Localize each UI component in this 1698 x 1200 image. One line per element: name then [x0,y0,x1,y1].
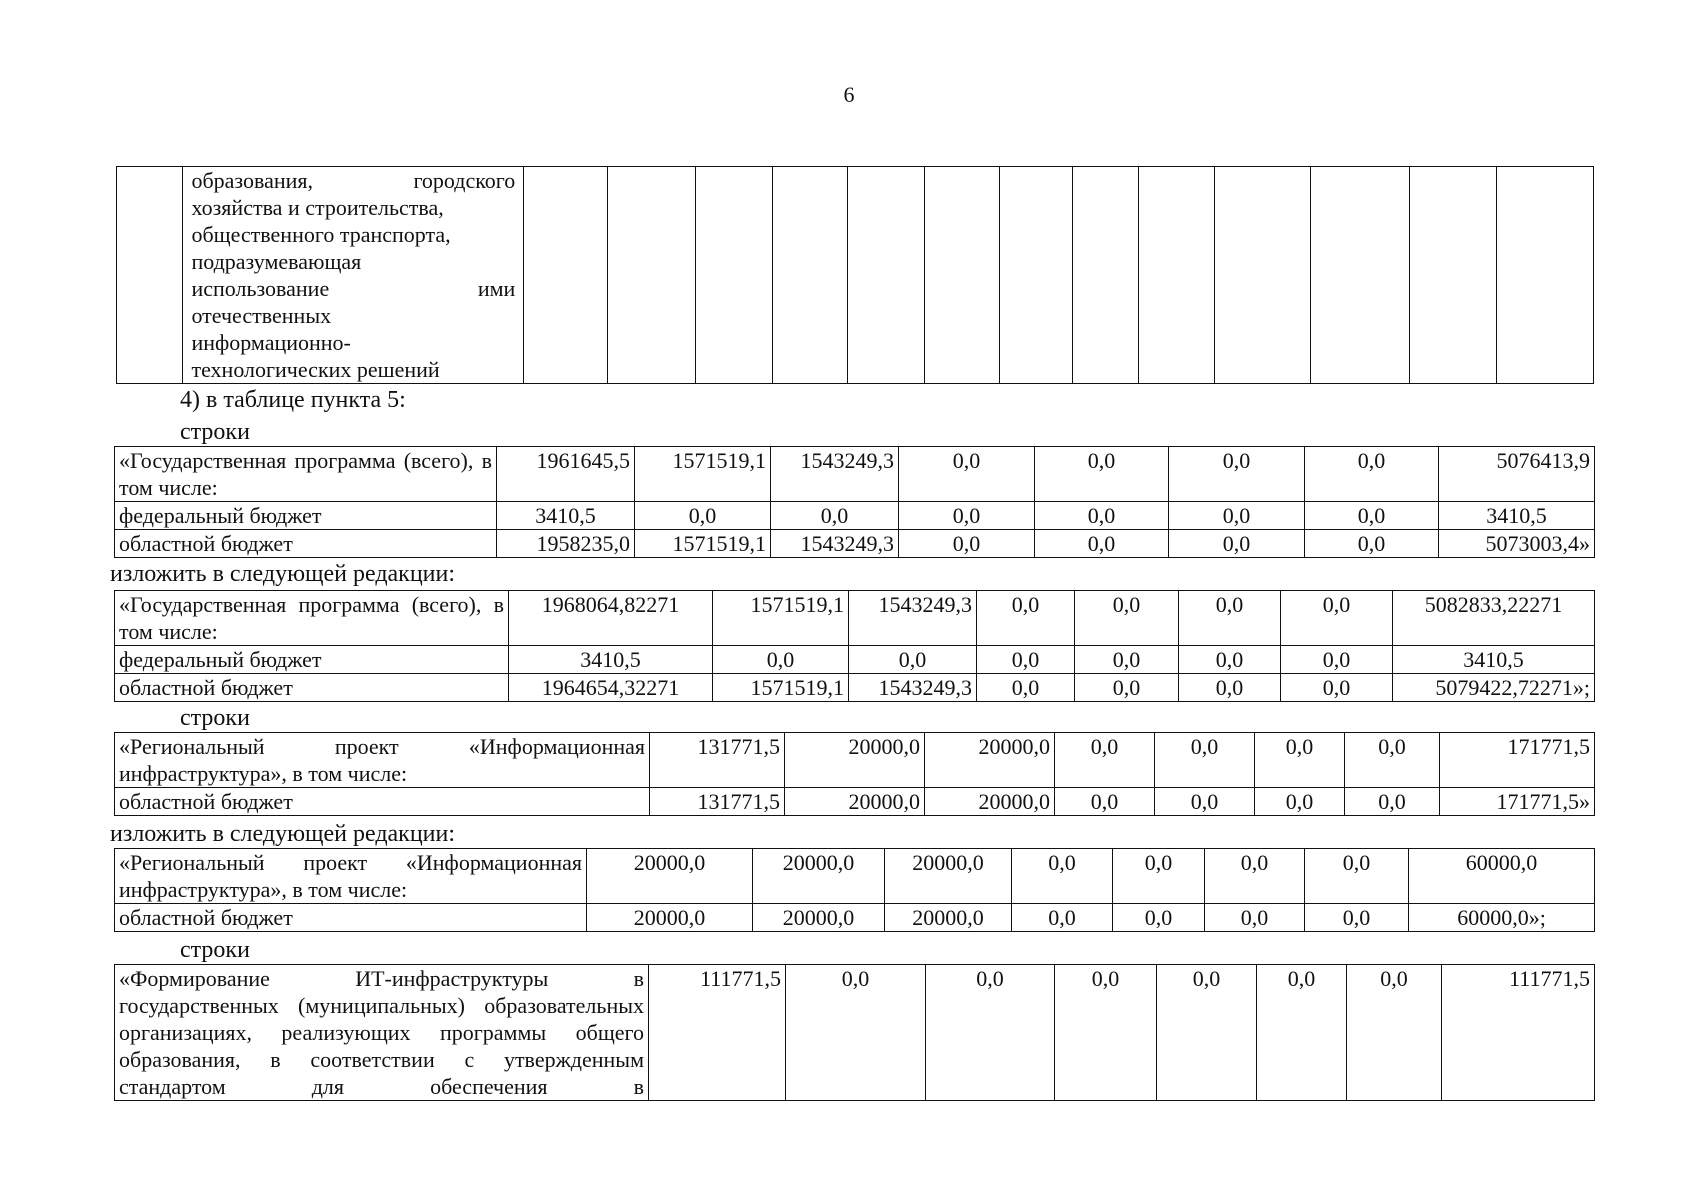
value-cell: 0,0 [1155,733,1255,788]
value-cell: 0,0 [977,674,1075,702]
value-cell: 0,0 [1305,447,1439,502]
value-cell: 0,0 [635,502,771,530]
value-cell: 0,0 [1035,530,1169,558]
value-cell: 0,0 [713,646,849,674]
page-number: 6 [843,82,855,107]
table-row [115,674,1595,702]
empty-cell [1073,167,1139,384]
empty-cell [772,167,847,384]
table-row [115,447,1595,502]
value-cell: 1961645,5 [497,447,635,502]
value-cell: 0,0 [899,447,1035,502]
value-cell: 3410,5 [1393,646,1595,674]
value-cell: 0,0 [1012,904,1113,932]
value-cell: 171771,5» [1440,788,1595,816]
row-label: областной бюджет [115,788,650,816]
it-infrastructure-table [114,964,1595,1101]
label-line: образования, городского [191,168,516,193]
value-cell: 5082833,22271 [1393,591,1595,646]
table-row [115,965,1595,1101]
table-row [115,646,1595,674]
row-label: областной бюджет [115,530,497,558]
value-cell: 0,0 [1113,904,1205,932]
value-cell: 0,0 [849,646,977,674]
empty-cell [847,167,924,384]
empty-cell [1409,167,1497,384]
value-cell: 0,0 [1075,646,1179,674]
label-line: информационно- [191,330,351,355]
value-cell: 0,0 [786,965,926,1101]
value-cell: 0,0 [899,502,1035,530]
value-cell: 20000,0 [753,904,885,932]
table-row [115,591,1595,646]
value-cell: 20000,0 [753,849,885,904]
value-cell: 3410,5 [497,502,635,530]
row-label: «Государственная программа (всего), в том числе: [115,447,497,502]
empty-cell [925,167,1000,384]
value-cell: 0,0 [1169,447,1305,502]
value-cell: 0,0 [1345,733,1440,788]
item-4-caption: 4) в таблице пункта 5: [180,387,406,413]
value-cell: 1571519,1 [713,591,849,646]
value-cell: 0,0 [1075,591,1179,646]
value-cell: 20000,0 [587,849,753,904]
value-cell: 20000,0 [587,904,753,932]
value-cell: 3410,5 [1439,502,1595,530]
value-cell: 0,0 [1113,849,1205,904]
value-cell: 0,0 [1169,530,1305,558]
value-cell: 0,0 [1075,674,1179,702]
table-row [115,502,1595,530]
value-cell: 1958235,0 [497,530,635,558]
value-cell: 20000,0 [885,904,1012,932]
value-cell: 1543249,3 [849,591,977,646]
empty-cell [1000,167,1073,384]
number-cell [117,167,183,384]
value-cell: 20000,0 [785,788,925,816]
value-cell: 1964654,32271 [509,674,713,702]
value-cell: 0,0 [1281,591,1393,646]
row-label: «Региональный проект «Информационная инфраструктура», в том числе: [115,849,587,904]
value-cell: 3410,5 [509,646,713,674]
value-cell: 20000,0 [785,733,925,788]
empty-cell [695,167,772,384]
value-cell: 0,0 [1281,674,1393,702]
row-label: федеральный бюджет [115,646,509,674]
value-cell: 0,0 [1179,591,1281,646]
value-cell: 131771,5 [650,788,785,816]
empty-cell [1310,167,1409,384]
rows-caption: строки [180,705,250,731]
regional-project-table-old [114,732,1595,816]
value-cell: 0,0 [1035,447,1169,502]
table-row [115,849,1595,904]
regional-project-table-new [114,848,1595,932]
row-label: «Государственная программа (всего), в том числе: [115,591,509,646]
value-cell: 171771,5 [1440,733,1595,788]
value-cell: 0,0 [1155,788,1255,816]
label-line: хозяйства и строительства, [191,195,444,220]
value-cell: 131771,5 [650,733,785,788]
value-cell: 0,0 [1255,788,1345,816]
rows-caption: строки [180,419,250,445]
empty-cell [1497,167,1594,384]
value-cell: 60000,0»; [1409,904,1595,932]
table-row [117,167,1594,384]
value-cell: 0,0 [1205,849,1305,904]
row-label: областной бюджет [115,904,587,932]
value-cell: 20000,0 [885,849,1012,904]
value-cell: 111771,5 [1442,965,1595,1101]
row-label: федеральный бюджет [115,502,497,530]
value-cell: 5076413,9 [1439,447,1595,502]
edit-caption: изложить в следующей редакции: [110,561,456,587]
value-cell: 60000,0 [1409,849,1595,904]
value-cell: 1968064,82271 [509,591,713,646]
table-row [115,530,1595,558]
value-cell: 0,0 [1347,965,1442,1101]
value-cell: 0,0 [1012,849,1113,904]
value-cell: 0,0 [1305,530,1439,558]
value-cell: 5073003,4» [1439,530,1595,558]
value-cell: 0,0 [1345,788,1440,816]
empty-cell [524,167,608,384]
value-cell: 0,0 [1179,646,1281,674]
value-cell: 0,0 [1055,733,1155,788]
value-cell: 0,0 [1179,674,1281,702]
row-label: областной бюджет [115,674,509,702]
value-cell: 0,0 [1055,788,1155,816]
value-cell: 0,0 [1305,502,1439,530]
value-cell: 5079422,72271»; [1393,674,1595,702]
value-cell: 0,0 [1157,965,1257,1101]
value-cell: 0,0 [771,502,899,530]
empty-cell [1139,167,1214,384]
value-cell: 0,0 [1055,965,1157,1101]
value-cell: 1571519,1 [635,447,771,502]
value-cell: 1543249,3 [771,530,899,558]
budget-table-old [114,446,1595,558]
rows-caption: строки [180,937,250,963]
label-line: общественного транспорта, [191,222,451,247]
value-cell: 0,0 [977,646,1075,674]
top-continuation-table [116,166,1594,384]
label-line: отечественных [191,303,332,328]
value-cell: 1543249,3 [771,447,899,502]
value-cell: 111771,5 [649,965,786,1101]
value-cell: 0,0 [926,965,1055,1101]
value-cell: 0,0 [1257,965,1347,1101]
label-line: подразумевающая [191,249,362,274]
table-row [115,788,1595,816]
value-cell: 0,0 [1169,502,1305,530]
value-cell: 0,0 [1305,904,1409,932]
value-cell: 20000,0 [925,733,1055,788]
budget-table-new [114,590,1595,702]
value-cell: 1571519,1 [713,674,849,702]
value-cell: 20000,0 [925,788,1055,816]
table-row [115,904,1595,932]
value-cell: 0,0 [1305,849,1409,904]
table-row [115,733,1595,788]
label-line: технологических решений [191,357,440,382]
value-cell: 0,0 [977,591,1075,646]
value-cell: 0,0 [1281,646,1393,674]
label-cell [183,167,524,384]
value-cell: 0,0 [899,530,1035,558]
value-cell: 0,0 [1205,904,1305,932]
edit-caption: изложить в следующей редакции: [110,821,456,847]
value-cell: 0,0 [1255,733,1345,788]
value-cell: 0,0 [1035,502,1169,530]
row-label: «Формирование ИТ-инфраструктуры в государственных (муниципальных) образовательных организациях, реализующих программы общего образования, в соответствии с утвержденным стандартом для обеспечения в [115,965,649,1101]
value-cell: 1571519,1 [635,530,771,558]
value-cell: 1543249,3 [849,674,977,702]
empty-cell [1214,167,1310,384]
label-line: использование ими [191,276,516,301]
empty-cell [607,167,695,384]
row-label: «Региональный проект «Информационная инфраструктура», в том числе: [115,733,650,788]
